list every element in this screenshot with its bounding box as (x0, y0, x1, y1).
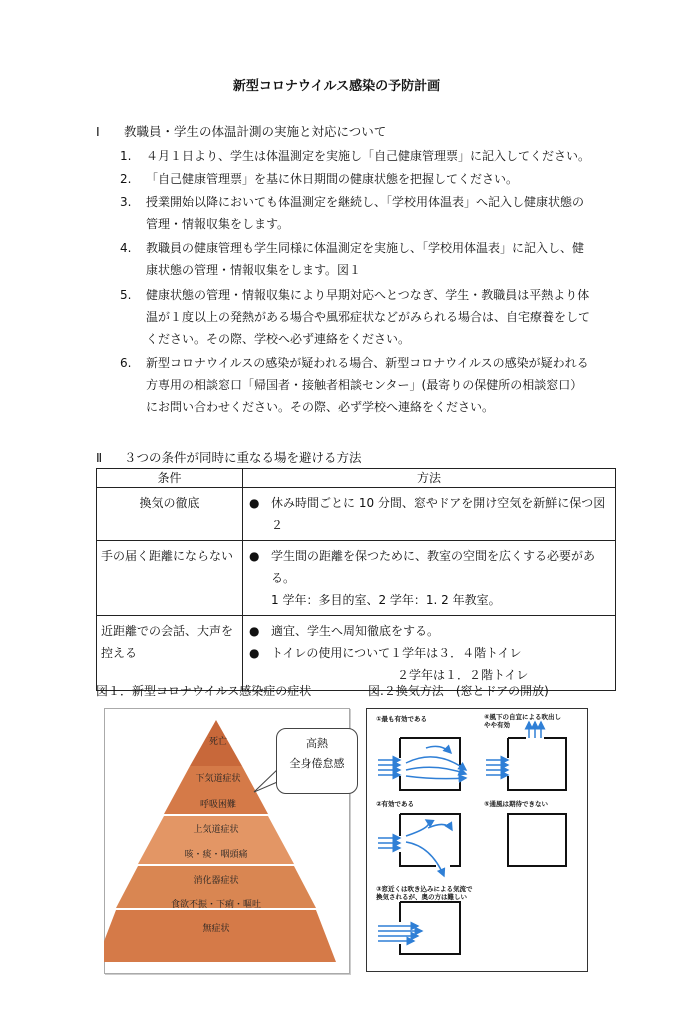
condition-cell: 換気の徹底 (97, 488, 243, 541)
ventilation-label: ⑤通風は期待できない (484, 800, 549, 808)
pyramid-label: 上気道症状 (193, 825, 239, 835)
section1-title: 教職員・学生の体温計測の実施と対応について (123, 124, 387, 139)
section1-number: Ⅰ (96, 124, 100, 139)
section1-heading (96, 122, 386, 140)
list-item: 4. 教職員の健康管理も学生同様に体温測定を実施し、「学校用体温表」に記入し、健康状態の管理・情報収集をします。図１ (120, 241, 585, 277)
table-row (97, 541, 616, 616)
section2-title: ３つの条件が同時に重なる場を避ける方法 (123, 450, 362, 465)
ventilation-label: ②有効である (376, 800, 415, 808)
condition-cell: 手の届く距離にならない (97, 541, 243, 616)
list-item: 3. 授業開始以降においても体温測定を継続し、「学校用体温表」へ記入し健康状態の管理・情報収集をします。 (120, 195, 585, 231)
list-item: 2. 「自己健康管理票」を基に休日期間の健康状態を把握してください。 (120, 172, 519, 186)
pyramid-label: 食欲不振・下痢・嘔吐 (170, 900, 261, 910)
ventilation-label: ④風下の自宜による吹出し やや有効 (484, 713, 562, 729)
method-cell: ● 学生間の距離を保つために、教室の空間を広くする必要がある。 1 学年：多目的室、2 学年：1. 2 年教室。 (243, 541, 616, 616)
ventilation-label: ①最も有効である (376, 715, 428, 723)
method-cell: ● 休み時間ごとに 10 分間、窓やドアを開け空気を新鮮に保つ図２ (243, 488, 616, 541)
ventilation-panel-4 (486, 722, 566, 790)
ventilation-panel-2 (378, 814, 460, 876)
pyramid-label: 死亡 (208, 737, 227, 747)
page-title: 新型コロナウイルス感染の予防計画 (232, 79, 441, 94)
list-item: 5. 健康状態の管理・情報収集により早期対応へとつなぎ、学生・教職員は平熱より体温が１度以上の発熱がある場合や風邪症状などがみられる場合は、自宅療養をしてください。その際、学校へ必ず連絡をください。 (120, 288, 591, 346)
method-cell: ● 適宜、学生へ周知徹底をする。 ● トイレの使用について１学年は３．４階トイレ ２学年は１．２階トイレ (243, 616, 616, 691)
ventilation-panel-1 (378, 738, 466, 790)
pyramid-label: 消化器症状 (193, 876, 239, 886)
pyramid-label: 呼吸困難 (199, 800, 236, 810)
table-row (97, 488, 616, 541)
pyramid-label: 下気道症状 (195, 774, 241, 784)
table-header-row (97, 469, 616, 488)
figure2-caption: 図.２換気方法 (窓とドアの開放) (368, 684, 549, 698)
conditions-table (96, 468, 616, 691)
ventilation-diagram (366, 708, 586, 970)
table-row (97, 616, 616, 691)
column-header: 条件 (97, 469, 243, 488)
symptom-callout: 高熱 全身倦怠感 (276, 728, 358, 794)
section2-number: Ⅱ (96, 450, 103, 465)
ventilation-panel-5 (508, 814, 566, 866)
section2-heading (96, 448, 362, 466)
ventilation-panel-3 (378, 902, 460, 954)
ventilation-label: ③窓近くは吹き込みによる気流で 換気されるが、奥の方は難しい (376, 885, 473, 901)
figure1-caption: 図１．新型コロナウイルス感染症の症状 (96, 684, 312, 698)
pyramid-label: 咳・痰・咽頭痛 (184, 850, 248, 860)
pyramid-label: 無症状 (202, 924, 230, 934)
pyramid-tier-asymptomatic (104, 910, 336, 962)
list-item: 1. ４月１日より、学生は体温測定を実施し「自己健康管理票」に記入してください。 (120, 149, 591, 163)
list-item: 6. 新型コロナウイルスの感染が疑われる場合、新型コロナウイルスの感染が疑われる方専用の相談窓口「帰国者・接触者相談センター」(最寄りの保健所の相談窓口）にお問い合わせください。その際、必ず学校へ連絡をください。 (120, 356, 589, 414)
column-header: 方法 (243, 469, 616, 488)
condition-cell: 近距離での会話、大声を控える (97, 616, 243, 691)
